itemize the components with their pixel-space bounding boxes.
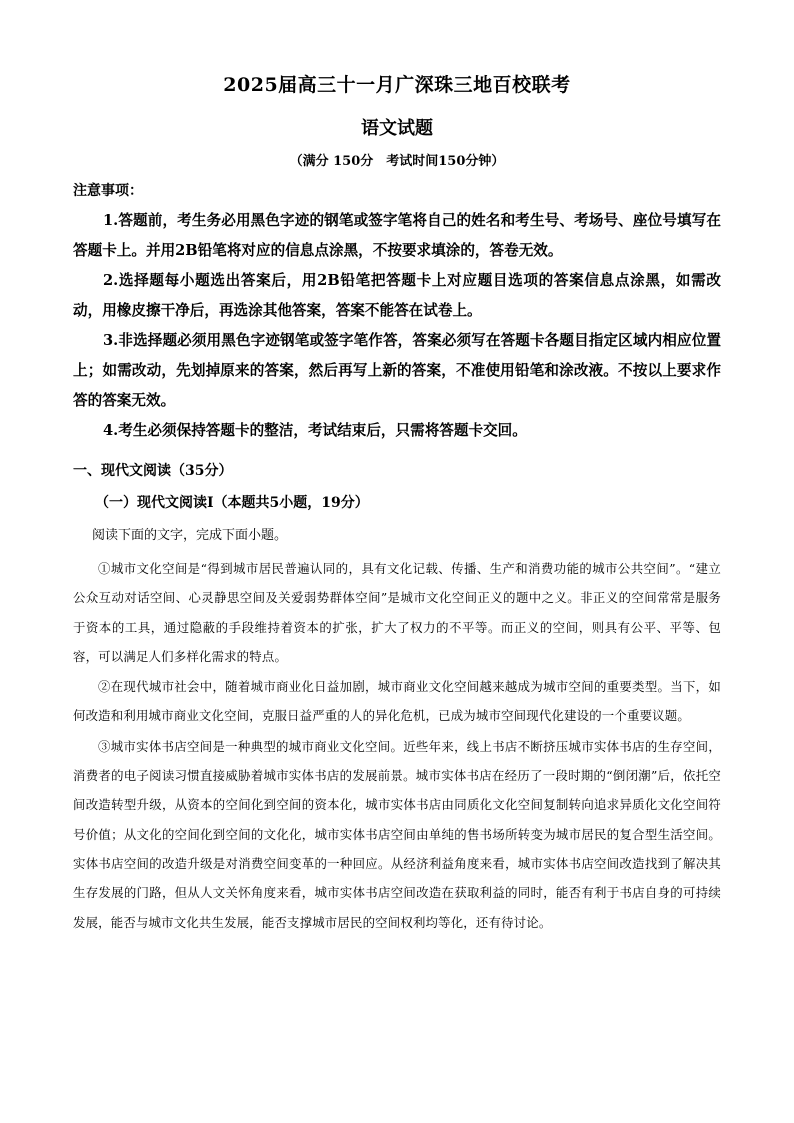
- passage-paragraph: ①城市文化空间是“得到城市居民普遍认同的，具有文化记载、传播、生产和消费功能的城市公共空间”。“建立公众互动对话空间、心灵静思空间及关爱弱势群体空间”是城市文化空间正义的题中之义。非正义的空间常常是服务于资本的工具，通过隐蔽的手段维持着资本的扩张，扩大了权力的不平等。而正义的空间，则具有公平、平等、包容，可以满足人们多样化需求的特点。: [73, 561, 721, 664]
- notes-heading: 注意事项：: [73, 183, 143, 199]
- section-heading: 一、现代文阅读（35分）: [73, 463, 233, 479]
- reading-passage: [73, 554, 721, 938]
- note-item: 1.答题前，考生务必用黑色字迹的钢笔或签字笔将自己的姓名和考生号、考场号、座位号填写在答题卡上。并用2B铅笔将对应的信息点涂黑，不按要求填涂的，答卷无效。: [73, 212, 721, 259]
- subsection-heading: （一）现代文阅读Ⅰ（本题共5小题，19分）: [95, 495, 369, 511]
- note-item: 2.选择题每小题选出答案后，用2B铅笔把答题卡上对应题目选项的答案信息点涂黑，如需改动，用橡皮擦干净后，再选涂其他答案，答案不能答在试卷上。: [73, 272, 721, 319]
- exam-subject: 语文试题: [361, 118, 433, 139]
- reading-instruction: 阅读下面的文字，完成下面小题。: [92, 528, 288, 543]
- notes-list: [73, 206, 721, 446]
- exam-title: 2025届高三十一月广深珠三地百校联考: [223, 74, 571, 96]
- note-item: 4.考生必须保持答题卡的整洁，考试结束后，只需将答题卡交回。: [103, 422, 527, 439]
- note-item: 3.非选择题必须用黑色字迹钢笔或签字笔作答，答案必须写在答题卡各题目指定区域内相应位置上；如需改动，先划掉原来的答案，然后再写上新的答案，不准使用铅笔和涂改液。不按以上要求作答的答案无效。: [73, 332, 721, 409]
- score-time-line: （满分 150分 考试时间150分钟）: [289, 154, 505, 169]
- passage-paragraph: ③城市实体书店空间是一种典型的城市商业文化空间。近些年来，线上书店不断挤压城市实体书店的生存空间，消费者的电子阅读习惯直接威胁着城市实体书店的发展前景。城市实体书店在经历了一段时期的“倒闭潮”后，依托空间改造转型升级，从资本的空间化到空间的资本化，城市实体书店由同质化文化空间复制转向追求异质化文化空间符号价值；从文化的空间化到空间的文化化，城市实体书店空间由单纯的售书场所转变为城市居民的复合型生活空间。实体书店空间的改造升级是对消费空间变革的一种回应。从经济利益角度来看，城市实体书店空间改造找到了解决其生存发展的门路，但从人文关怀角度来看，城市实体书店空间改造在获取利益的同时，能否有利于书店自身的可持续发展，能否与城市文化共生发展，能否支撑城市居民的空间权利均等化，还有待讨论。: [73, 738, 721, 930]
- passage-paragraph: ②在现代城市社会中，随着城市商业化日益加剧，城市商业文化空间越来越成为城市空间的重要类型。当下，如何改造和利用城市商业文化空间，克服日益严重的人的异化危机，已成为城市空间现代化建设的一个重要议题。: [73, 679, 721, 724]
